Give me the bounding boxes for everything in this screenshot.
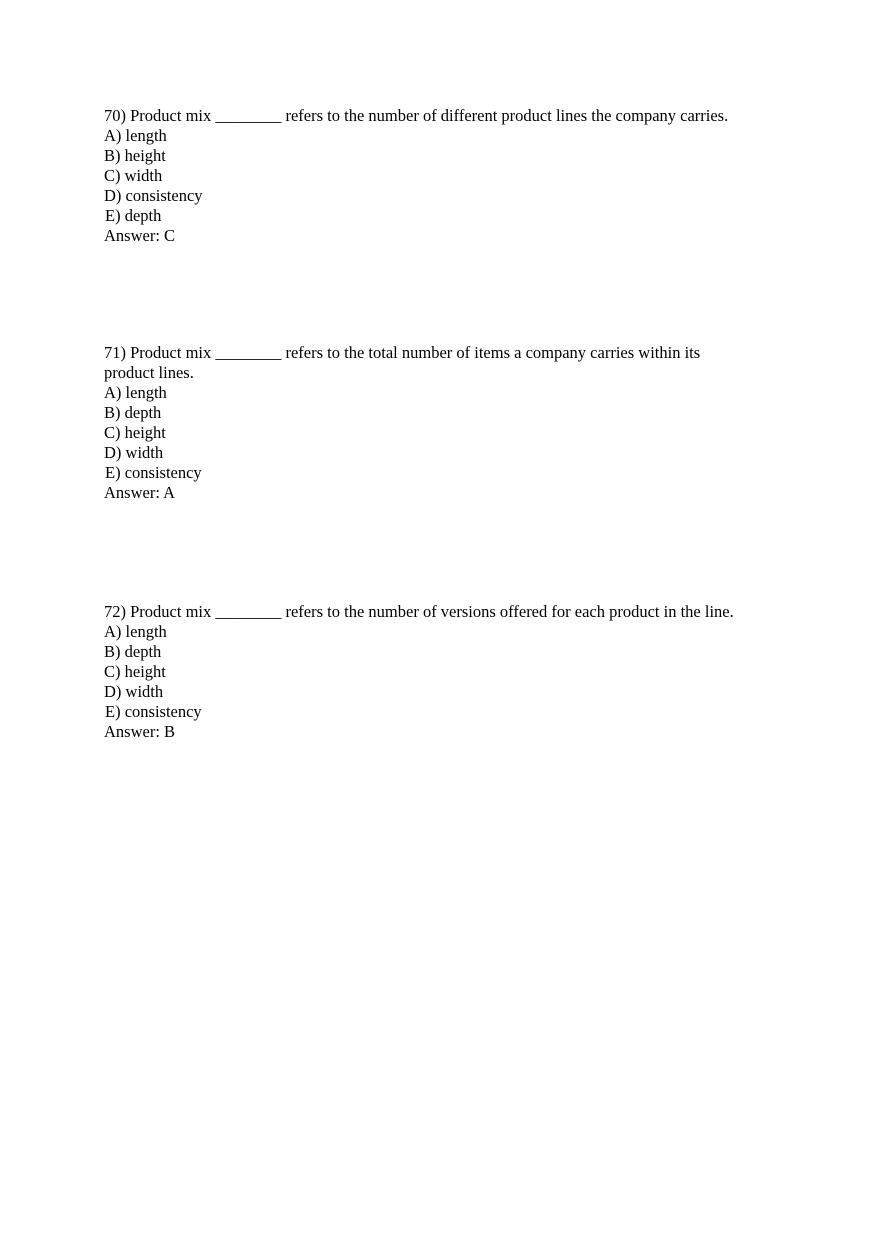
question-stem: 71) Product mix ________ refers to the total number of items a company carries within its product lines. (104, 343, 701, 382)
option-d: D) width (104, 682, 164, 701)
option-c: C) height (104, 423, 166, 442)
question-70 (104, 106, 784, 246)
option-d: D) width (104, 443, 164, 462)
answer: Answer: C (104, 226, 176, 245)
option-d: D) consistency (104, 186, 203, 205)
option-b: B) depth (104, 403, 162, 422)
option-a: A) length (104, 622, 167, 641)
option-a: A) length (104, 383, 167, 402)
option-c: C) height (104, 662, 166, 681)
option-c: C) width (104, 166, 163, 185)
answer: Answer: B (104, 722, 176, 741)
option-e: E) consistency (105, 463, 202, 482)
question-stem: 70) Product mix ________ refers to the number of different product lines the company carries. (104, 106, 729, 125)
option-e: E) consistency (105, 702, 202, 721)
option-b: B) height (104, 146, 166, 165)
option-b: B) depth (104, 642, 162, 661)
option-e: E) depth (105, 206, 162, 225)
question-71 (104, 343, 784, 503)
option-a: A) length (104, 126, 167, 145)
question-72 (104, 602, 784, 742)
question-stem: 72) Product mix ________ refers to the number of versions offered for each product in the line. (104, 602, 734, 621)
answer: Answer: A (104, 483, 176, 502)
